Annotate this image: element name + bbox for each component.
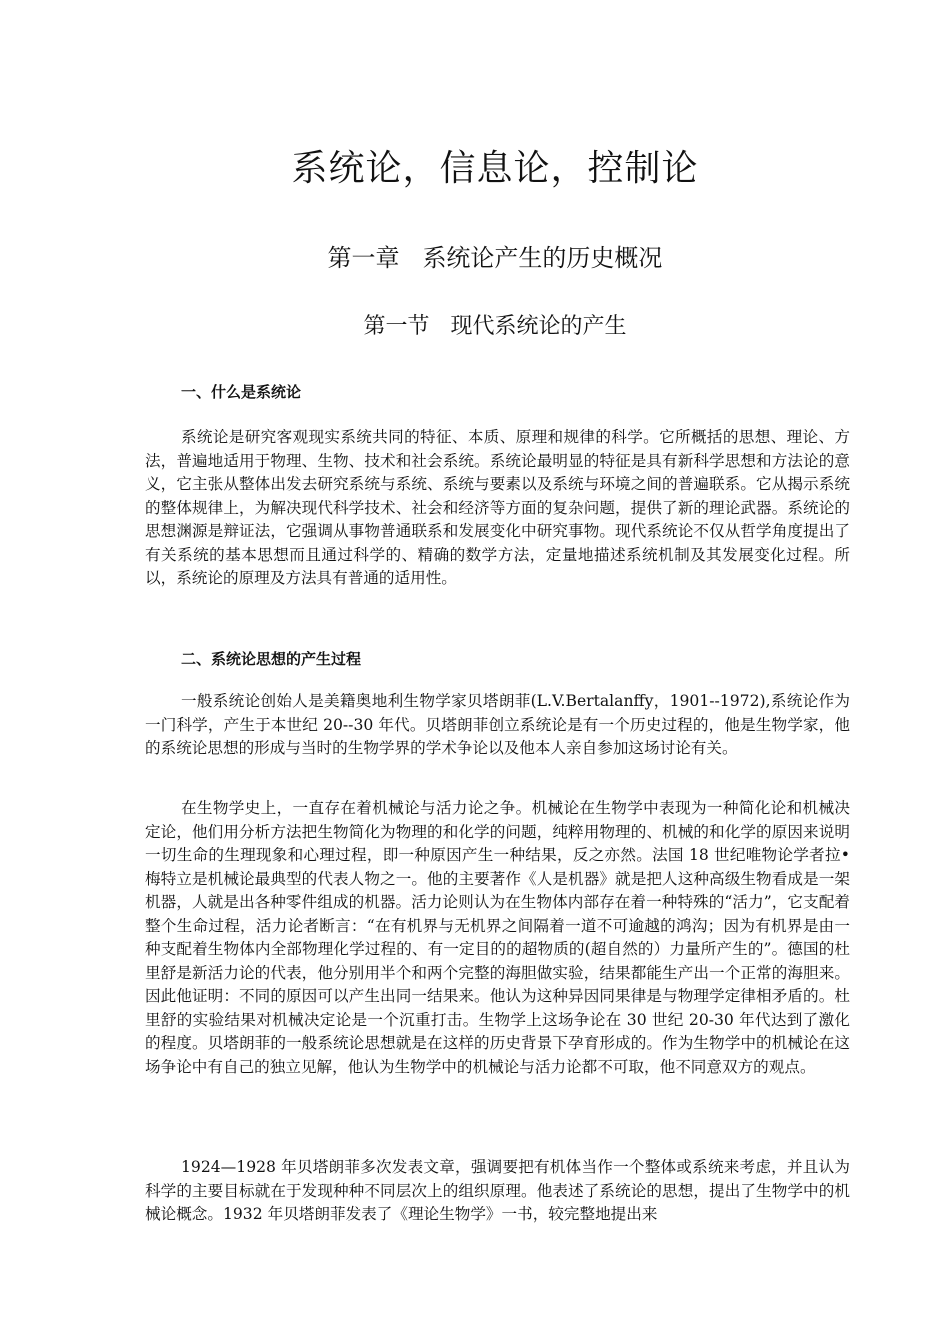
section-title: 现代系统论的产生 xyxy=(450,314,627,339)
subheading-what-is-systems-theory: 一、什么是系统论 xyxy=(181,383,302,401)
section-heading xyxy=(0,310,950,344)
subheading-origin-of-systems-theory: 二、系统论思想的产生过程 xyxy=(181,650,362,668)
paragraph: 一般系统论创始人是美籍奥地利生物学家贝塔朗菲(L.V.Bertalanffy，1901--1972),系统论作为一门科学，产生于本世纪 20--30 年代。贝塔朗菲创立系统论是有一个历史过程的，他是生物学家，他的系统论思想的形成与当时的生物学界的学术争论以及他本人亲自参加这场讨论有关。 xyxy=(145,692,850,757)
chapter-heading xyxy=(0,240,950,276)
paragraph: 1924—1928 年贝塔朗菲多次发表文章，强调要把有机体当作一个整体或系统来考虑，并且认为科学的主要目标就在于发现种种不同层次上的组织原理。他表述了系统论的思想，提出了生物学中的机械论概念。1932 年贝塔朗菲发表了《理论生物学》一书，较完整地提出来 xyxy=(145,1158,850,1223)
section-label: 第一节 xyxy=(363,314,430,339)
chapter-title: 系统论产生的历史概况 xyxy=(422,244,663,272)
document-title: 系统论，信息论，控制论 xyxy=(291,148,699,189)
chapter-label: 第一章 xyxy=(327,244,400,272)
paragraph: 系统论是研究客观现实系统共同的特征、本质、原理和规律的科学。它所概括的思想、理论、方法，普遍地适用于物理、生物、技术和社会系统。系统论最明显的特征是具有新科学思想和方法论的意义，它主张从整体出发去研究系统与系统、系统与要素以及系统与环境之间的普遍联系。它从揭示系统的整体规律上，为解决现代科学技术、社会和经济等方面的复杂问题，提供了新的理论武器。系统论的思想渊源是辩证法，它强调从事物普通联系和发展变化中研究事物。现代系统论不仅从哲学角度提出了有关系统的基本思想而且通过科学的、精确的数学方法，定量地描述系统机制及其发展变化过程。所以，系统论的原理及方法具有普通的适用性。 xyxy=(145,428,850,587)
paragraph: 在生物学史上，一直存在着机械论与活力论之争。机械论在生物学中表现为一种简化论和机械决定论，他们用分析方法把生物简化为物理的和化学的问题，纯粹用物理的、机械的和化学的原因来说明一切生命的生理现象和心理过程，即一种原因产生一种结果，反之亦然。法国 18 世纪唯物论学者拉•梅特立是机械论最典型的代表人物之一。他的主要著作《人是机器》就是把人这种高级生物看成是一架机器，人就是出各种零件组成的机器。活力论则认为在生物体内部存在着一种特殊的“活力”，它支配着整个生命过程，活力论者断言：“在有机界与无机界之间隔着一道不可逾越的鸿沟；因为有机界是由一种支配着生物体内全部物理化学过程的、有一定目的的超物质的(超自然的）力量所产生的”。德国的杜里舒是新活力论的代表，他分别用半个和两个完整的海胆做实验，结果都能生产出一个正常的海胆来。因此他证明：不同的原因可以产生出同一结果来。他认为这种异因同果律是与物理学定律相矛盾的。杜里舒的实验结果对机械决定论是一个沉重打击。生物学上这场争论在 30 世纪 20-30 年代达到了激化的程度。贝塔朗菲的一般系统论思想就是在这样的历史背景下孕育形成的。作为生物学中的机械论在这场争论中有自己的独立见解，他认为生物学中的机械论与活力论都不可取，他不同意双方的观点。 xyxy=(145,799,850,1076)
